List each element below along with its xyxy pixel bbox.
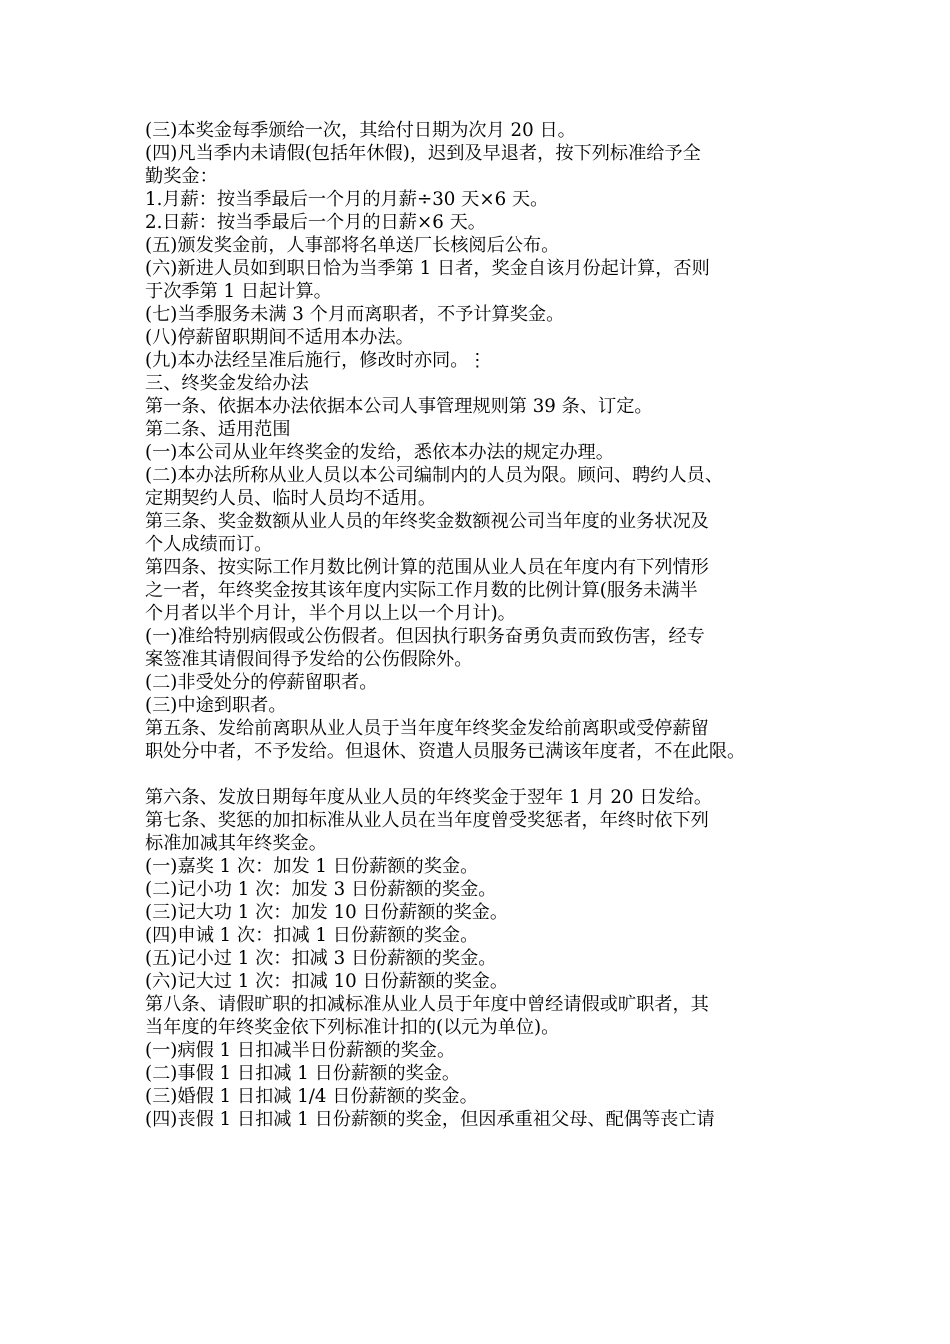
text-line: 案签准其请假间得予发给的公伤假除外。 xyxy=(145,649,473,670)
text-line: (七)当季服务未满 3 个月而离职者，不予计算奖金。 xyxy=(145,304,565,325)
text-line: 第一条、依据本办法依据本公司人事管理规则第 39 条、订定。 xyxy=(145,396,653,417)
text-line: (九)本办法经呈准后施行，修改时亦同。⋮ xyxy=(145,350,487,371)
text-line: (三)本奖金每季颁给一次，其给付日期为次月 20 日。 xyxy=(145,120,576,141)
text-line: 职处分中者，不予发给。但退休、资遣人员服务已满该年度者，不在此限。 xyxy=(145,741,746,762)
text-line: (六)记大过 1 次：扣减 10 日份薪额的奖金。 xyxy=(145,971,509,992)
text-line: (一)嘉奖 1 次：加发 1 日份薪额的奖金。 xyxy=(145,856,479,877)
document-body xyxy=(145,119,835,1131)
text-line: (四)申诫 1 次：扣减 1 日份薪额的奖金。 xyxy=(145,925,479,946)
text-line: (一)病假 1 日扣减半日份薪额的奖金。 xyxy=(145,1040,456,1061)
text-line: (二)事假 1 日扣减 1 日份薪额的奖金。 xyxy=(145,1063,461,1084)
text-line: (一)准给特别病假或公伤假者。但因执行职务奋勇负责而致伤害，经专 xyxy=(145,626,705,647)
text-line: 勤奖金： xyxy=(145,166,218,187)
text-line: 第七条、奖惩的加扣标准从业人员在当年度曾受奖惩者，年终时依下列 xyxy=(145,810,709,831)
text-line: (六)新进人员如到职日恰为当季第 1 日者，奖金自该月份起计算，否则 xyxy=(145,258,710,279)
text-line: (二)记小功 1 次：加发 3 日份薪额的奖金。 xyxy=(145,879,497,900)
text-line: (一)本公司从业年终奖金的发给，悉依本办法的规定办理。 xyxy=(145,442,614,463)
text-line: 当年度的年终奖金依下列标准计扣的(以元为单位)。 xyxy=(145,1017,560,1038)
text-line: 个人成绩而订。 xyxy=(145,534,273,555)
text-line: 第四条、按实际工作月数比例计算的范围从业人员在年度内有下列情形 xyxy=(145,557,709,578)
text-line: (二)非受处分的停薪留职者。 xyxy=(145,672,378,693)
text-line: (四)丧假 1 日扣减 1 日份薪额的奖金，但因承重祖父母、配偶等丧亡请 xyxy=(145,1109,715,1130)
text-line: 之一者，年终奖金按其该年度内实际工作月数的比例计算(服务未满半 xyxy=(145,580,698,601)
text-line: (八)停薪留职期间不适用本办法。 xyxy=(145,327,414,348)
text-line: (五)记小过 1 次：扣减 3 日份薪额的奖金。 xyxy=(145,948,497,969)
text-line: (三)中途到职者。 xyxy=(145,695,287,716)
text-line: 第五条、发给前离职从业人员于当年度年终奖金发给前离职或受停薪留 xyxy=(145,718,709,739)
text-line: 第六条、发放日期每年度从业人员的年终奖金于翌年 1 月 20 日发给。 xyxy=(145,787,713,808)
text-line: (三)婚假 1 日扣减 1/4 日份薪额的奖金。 xyxy=(145,1086,478,1107)
text-line: 定期契约人员、临时人员均不适用。 xyxy=(145,488,437,509)
text-line: (四)凡当季内未请假(包括年休假)，迟到及早退者，按下列标准给予全 xyxy=(145,143,701,164)
text-line: 第八条、请假旷职的扣减标准从业人员于年度中曾经请假或旷职者，其 xyxy=(145,994,709,1015)
text-line: (三)记大功 1 次：加发 10 日份薪额的奖金。 xyxy=(145,902,509,923)
text-line: 个月者以半个月计，半个月以上以一个月计)。 xyxy=(145,603,516,624)
text-line: 2.日薪：按当季最后一个月的日薪×6 天。 xyxy=(145,212,486,233)
text-line: 第二条、适用范围 xyxy=(145,419,291,440)
text-line: 第三条、奖金数额从业人员的年终奖金数额视公司当年度的业务状况及 xyxy=(145,511,709,532)
text-line: 1.月薪：按当季最后一个月的月薪÷30 天×6 天。 xyxy=(145,189,549,210)
text-line: 标准加减其年终奖金。 xyxy=(145,833,327,854)
blank-line xyxy=(145,763,835,786)
text-line: (五)颁发奖金前，人事部将名单送厂长核阅后公布。 xyxy=(145,235,560,256)
text-line: 三、终奖金发给办法 xyxy=(145,373,309,394)
text-line: 于次季第 1 日起计算。 xyxy=(145,281,332,302)
text-line: (二)本办法所称从业人员以本公司编制内的人员为限。顾问、聘约人员、 xyxy=(145,465,724,486)
